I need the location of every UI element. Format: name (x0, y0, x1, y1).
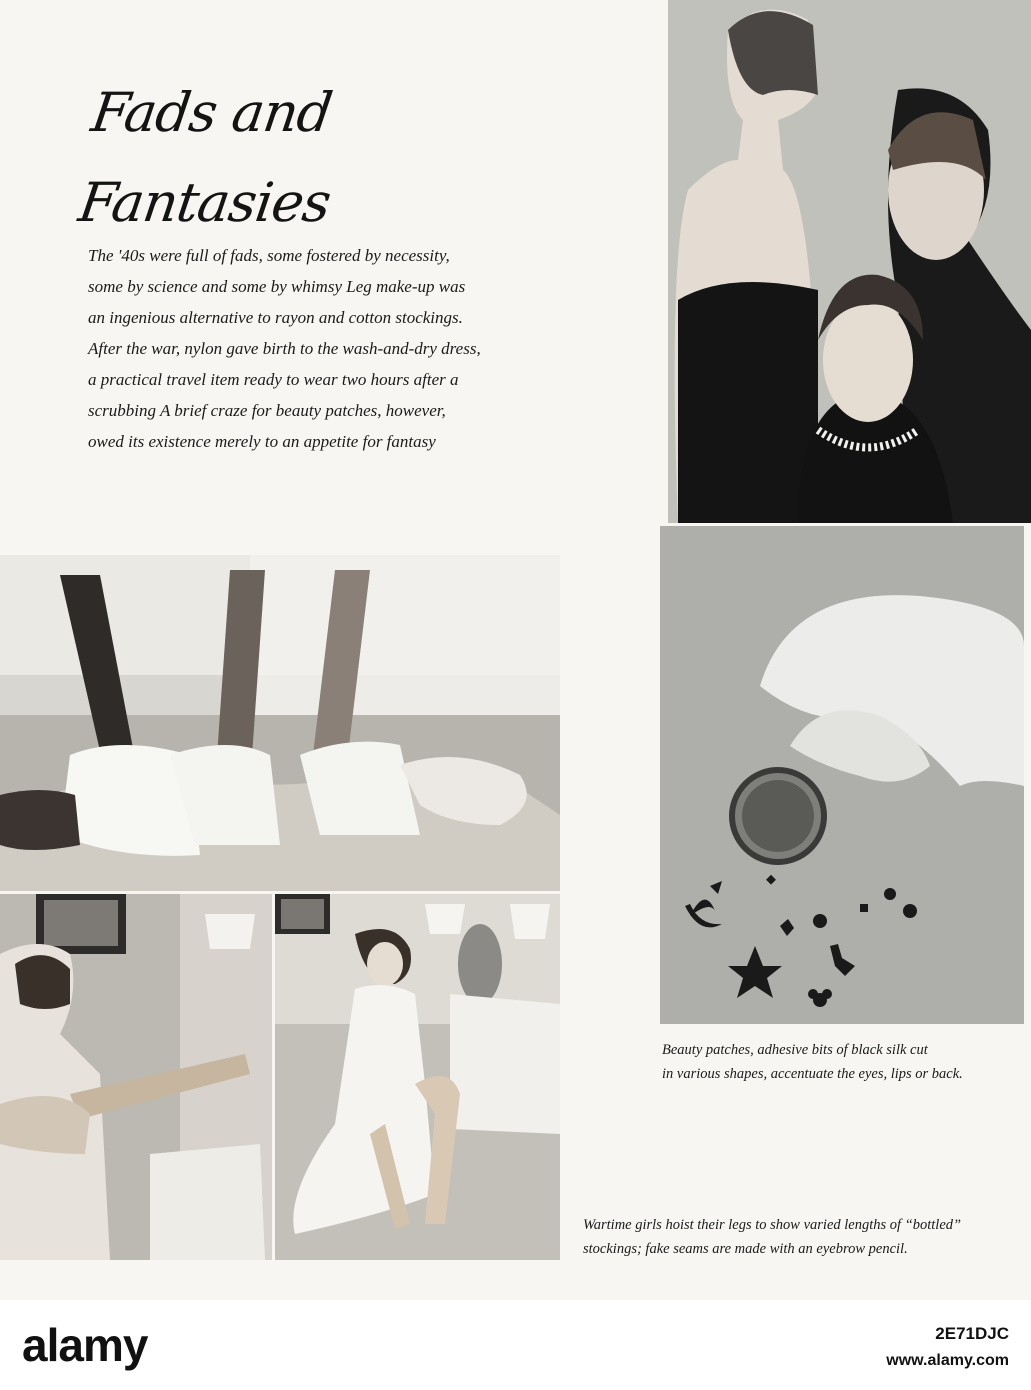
intro-line: owed its existence merely to an appetite for fantasy (88, 432, 436, 451)
intro-paragraph (88, 240, 568, 457)
image-id: 2E71DJC (935, 1324, 1009, 1343)
photo-beauty-patches (660, 526, 1024, 1024)
watermark-footer (0, 1300, 1031, 1390)
photo-painting-legs (0, 894, 272, 1260)
intro-line: scrubbing A brief craze for beauty patches, however, (88, 401, 446, 420)
caption-beauty-patches (662, 1038, 1024, 1086)
intro-line: some by science and some by whimsy Leg make-up was (88, 277, 466, 296)
intro-line: After the war, nylon gave birth to the wash-and-dry dress, (88, 339, 481, 358)
photo-drawing-seam (275, 894, 560, 1260)
intro-line: a practical travel item ready to wear two hours after a (88, 370, 459, 389)
caption-line: Beauty patches, adhesive bits of black silk cut (662, 1042, 928, 1058)
intro-line: The '40s were full of fads, some fostered by necessity, (88, 246, 450, 265)
caption-line: stockings; fake seams are made with an eyebrow pencil. (583, 1241, 908, 1257)
page-title: Fads and Fantasies (74, 81, 336, 234)
photo-three-women (668, 0, 1031, 523)
caption-stockings (583, 1213, 1023, 1261)
photo-legs-raised (0, 555, 560, 891)
site-url: www.alamy.com (886, 1352, 1009, 1369)
caption-line: in various shapes, accentuate the eyes, lips or back. (662, 1066, 963, 1082)
alamy-logo: alamy (22, 1319, 148, 1371)
caption-line: Wartime girls hoist their legs to show varied lengths of “bottled” (583, 1217, 962, 1233)
intro-line: an ingenious alternative to rayon and cotton stockings. (88, 308, 463, 327)
